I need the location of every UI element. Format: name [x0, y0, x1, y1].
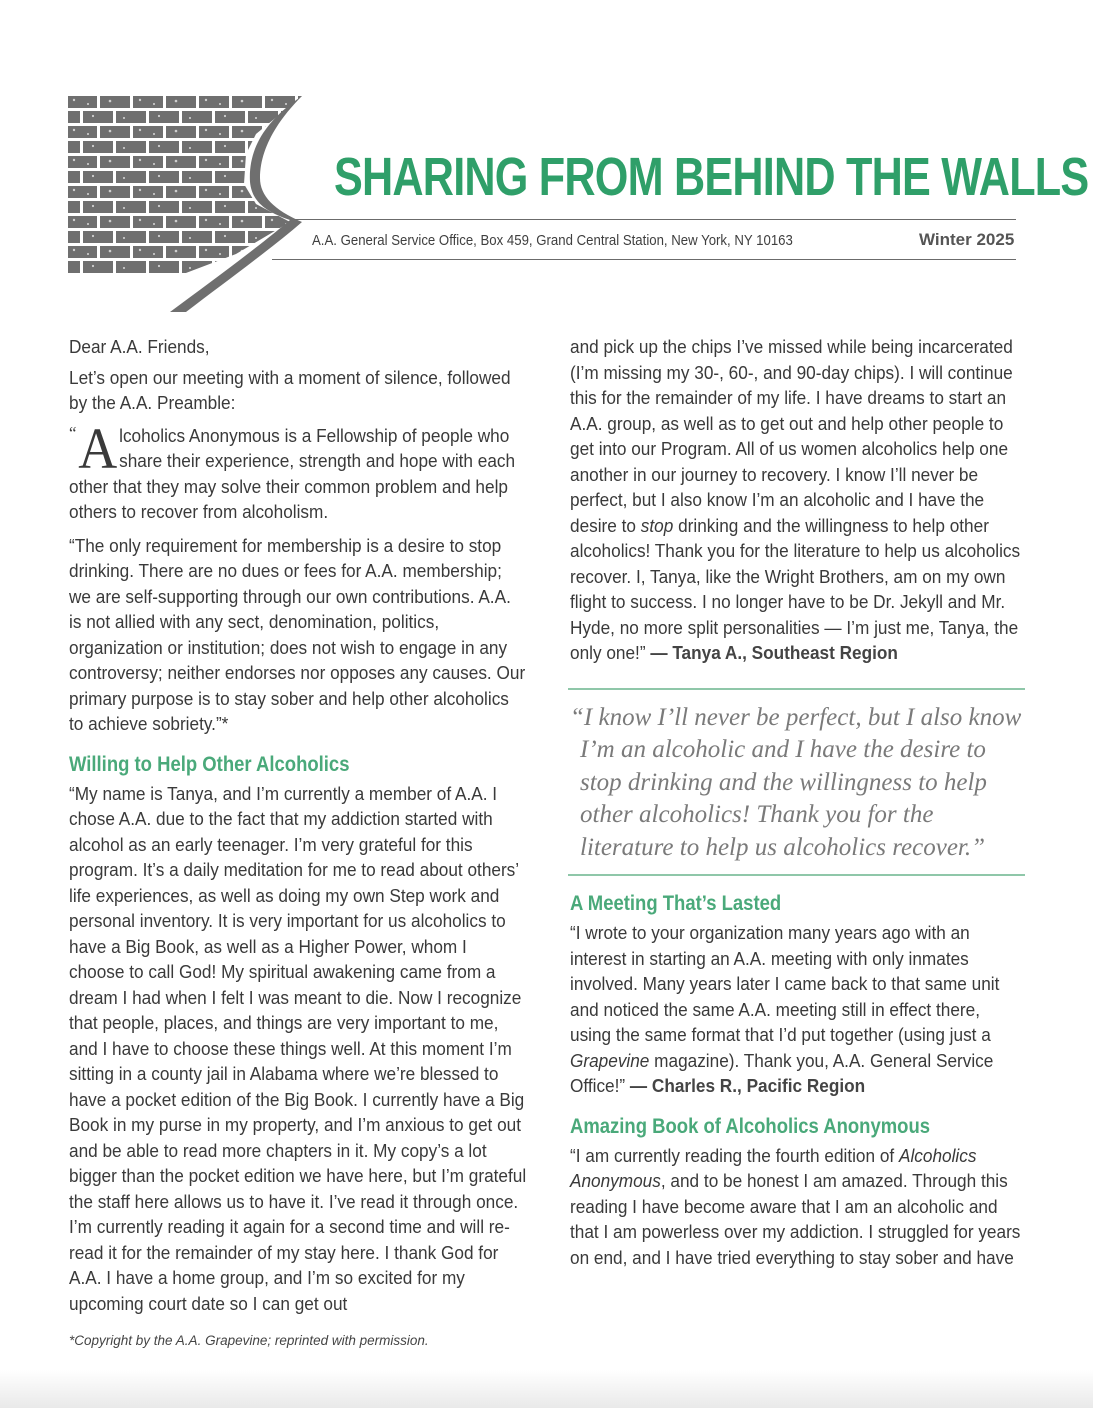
story-paragraph: “My name is Tanya, and I’m currently a member of A.A. I chose A.A. due to the fact that my addiction started with alcohol as an early teenager. I’m very grateful for this program. It’s a daily meditation for me to read about others’ life experiences, as well as doing my own Step work and personal inventory. It is very important for us alcoholics to have a Big Book, as well as a Higher Power, whom I choose to call God! My spiritual awakening came from a dream I had when I felt I was meant to die. Now I recognize that people, places, and things are very important to me, and I have to choose these things well. At this moment I’m sitting in a county jail in Alabama where we’re blessed to have a pocket edition of the Big Book. I currently have a Big Book in my purse in my property, and I’m anxious to get out and be able to read more chapters in it. My copy’s a lot bigger than the pocket edition we have here, but I’m grateful the staff here allows us to have it. I’ve read it through once. I’m currently reading it again for a second time and will re-read it for the remainder of my stay here. I thank God for A.A. I have a home group, and I’m so excited for my upcoming court date so I can get out: [69, 782, 527, 1314]
preamble-paragraph-2: “The only requirement for membership is a desire to stop drinking. There are no dues or fees for A.A. membership; we are self-supporting through our own contributions. A.A. is not allied with any sect, denomination, politics, organization or institution; does not wish to engage in any controversy; neither endorses nor opposes any causes. Our primary purpose is to stay sober and help other alcoholics to achieve sobriety.”*: [69, 534, 526, 734]
pull-quote: [568, 688, 1025, 877]
greeting: Dear A.A. Friends,: [69, 336, 210, 357]
story-text: magazine). Thank you, A.A. General Service Office!”: [570, 1049, 994, 1096]
divider: [294, 219, 1016, 220]
section-heading: A Meeting That’s Lasted: [570, 892, 782, 915]
divider: [272, 259, 1016, 260]
section-heading: Willing to Help Other Alcoholics: [69, 752, 350, 776]
story-paragraph: [570, 1143, 1023, 1271]
preamble-paragraph: [69, 415, 527, 525]
open-quote: “: [69, 422, 77, 443]
story-signature: — Charles R., Pacific Region: [629, 1075, 866, 1096]
story-text: drinking and the willingness to help other alcoholics! Thank you for the literature to help us alcoholics recover. I, Tanya, like the Wright Brothers, am on my own flight to success. I no longer have to be Dr. Jekyll and Mr. Hyde, no more split personalities — I’m just me, Tanya, the only one!”: [570, 514, 1021, 663]
story-text: “I wrote to your organization many years ago with an interest in starting an A.A. meeting with only inmates involved. Many years later I came back to that same unit and noticed the same A.A. meeting still in effect there, using the same format that I’d put together (using just a: [570, 922, 1000, 1045]
pull-quote-text: I’m an alcoholic and I have the desire to stop drinking and the willingness to help other alcoholics! Thank you for the literature to help us alcoholics recover.”: [580, 736, 987, 861]
page-edge-shade: [0, 1370, 1093, 1408]
story-text: “I am currently reading the fourth edition of: [570, 1144, 899, 1166]
pull-quote-first-line: “I know I’ll never be perfect, but I also know: [570, 703, 1022, 731]
emphasis: Grapevine: [570, 1049, 650, 1071]
issue-date: Winter 2025: [919, 230, 1015, 249]
story-text: and pick up the chips I’ve missed while being incarcerated (I’m missing my 30-, 60-, and 90-day chips). I will continue this for the remainder of my life. I have dreams to start an A.A. group, as well as to get out and help other people to get into our Program. All of us women alcoholics help one another in our journey to recovery. I know I’ll never be perfect, but I also know I’m an alcoholic and I have the desire to: [570, 336, 1013, 536]
copyright-footnote: *Copyright by the A.A. Grapevine; reprinted with permission.: [69, 1333, 429, 1348]
newsletter-title: SHARING FROM BEHIND THE WALLS: [334, 147, 1089, 207]
intro-paragraph: Let’s open our meeting with a moment of silence, followed by the A.A. Preamble:: [69, 366, 511, 413]
office-address: A.A. General Service Office, Box 459, Grand Central Station, New York, NY 10163: [312, 232, 793, 249]
brick-wall-logo-icon: [66, 94, 306, 314]
story-signature: — Tanya A., Southeast Region: [650, 642, 898, 663]
emphasis: stop: [640, 514, 674, 536]
story-paragraph: [570, 920, 1023, 1099]
story-text: , and to be honest I am amazed. Through this reading I have become aware that I am an alcoholic and that I am powerless over my addiction. I struggled for years on end, and I have tried everything to stay sober and have: [570, 1170, 1021, 1268]
preamble-text: lcoholics Anonymous is a Fellowship of people who share their experience, strength and hope with each other that they may solve their common problem and help others to recover from alcoholism.: [69, 424, 516, 522]
section-heading: Amazing Book of Alcoholics Anonymous: [570, 1114, 931, 1138]
emphasis: Alcoholics Anonymous: [570, 1144, 977, 1191]
drop-cap: A: [78, 415, 118, 481]
story-continuation: [570, 334, 1023, 666]
left-column: [69, 334, 529, 1321]
right-column: [570, 334, 1025, 1275]
